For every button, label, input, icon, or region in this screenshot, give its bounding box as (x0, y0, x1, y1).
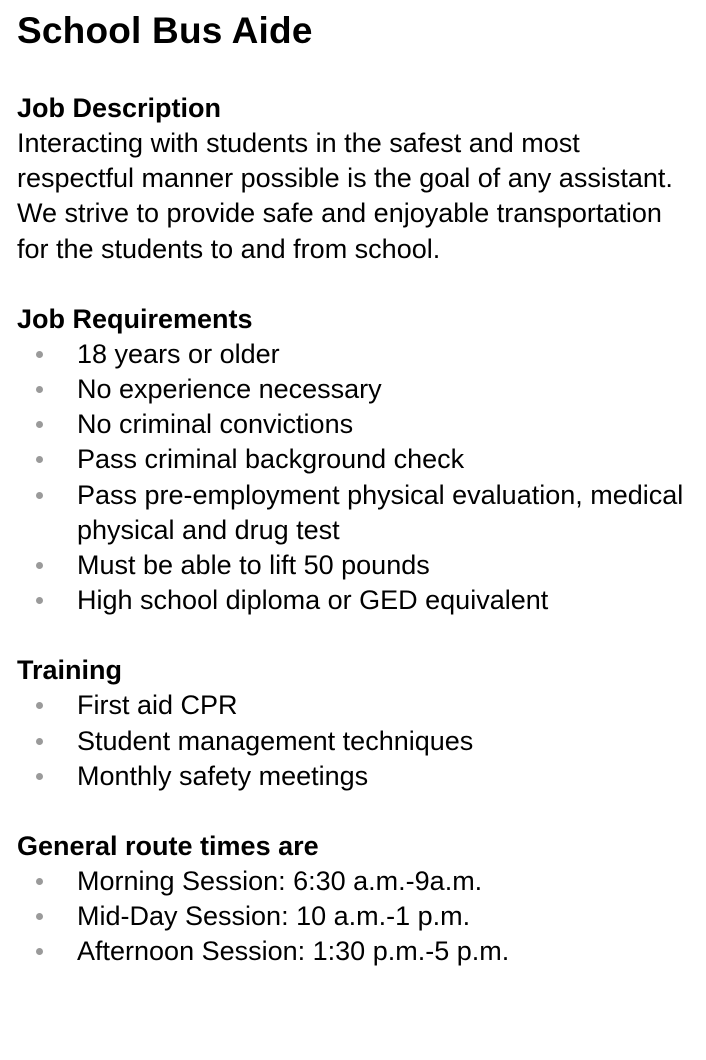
list-item (17, 478, 689, 548)
bullet-icon (36, 913, 43, 920)
list-item-text: Morning Session: 6:30 a.m.-9a.m. (77, 866, 483, 897)
list-item (17, 759, 689, 794)
list-item-text: Mid-Day Session: 10 a.m.-1 p.m. (77, 901, 471, 932)
list-item-text: Must be able to lift 50 pounds (77, 550, 430, 581)
job-description-text: Interacting with students in the safest and most respectful manner possible is the goal of any assistant. We strive to provide safe and enjoyable transportation for the students to and from school. (17, 128, 673, 264)
list-item (17, 934, 689, 969)
list-item (17, 372, 689, 407)
bullet-icon (36, 773, 43, 780)
training-heading: Training (17, 655, 123, 686)
bullet-icon (36, 351, 43, 358)
training-section (17, 653, 689, 794)
list-item (17, 688, 689, 723)
list-item-text: First aid CPR (77, 690, 238, 721)
list-item (17, 864, 689, 899)
list-item-text: No experience necessary (77, 374, 382, 405)
list-item-text: No criminal convictions (77, 409, 354, 440)
list-item-text: Student management techniques (77, 725, 474, 756)
bullet-icon (36, 421, 43, 428)
list-item-text: Afternoon Session: 1:30 p.m.-5 p.m. (77, 936, 510, 967)
list-item (17, 442, 689, 477)
bullet-icon (36, 878, 43, 885)
list-item-text: Pass criminal background check (77, 444, 465, 475)
list-item (17, 548, 689, 583)
list-item-text: Monthly safety meetings (77, 760, 369, 791)
list-item (17, 583, 689, 618)
job-requirements-heading: Job Requirements (17, 303, 253, 334)
bullet-icon (36, 948, 43, 955)
route-times-heading: General route times are (17, 831, 319, 862)
job-description-heading: Job Description (17, 93, 222, 123)
list-item (17, 407, 689, 442)
training-list (17, 688, 689, 794)
bullet-icon (36, 492, 43, 499)
list-item-text: 18 years or older (77, 338, 280, 369)
job-requirements-section (17, 302, 689, 619)
bullet-icon (36, 562, 43, 569)
page-title: School Bus Aide (17, 10, 313, 51)
job-requirements-list (17, 337, 689, 619)
list-item-text: Pass pre-employment physical evaluation, medical physical and drug test (77, 479, 684, 545)
bullet-icon (36, 386, 43, 393)
list-item (17, 899, 689, 934)
route-times-list (17, 864, 689, 970)
route-times-section (17, 829, 689, 970)
bullet-icon (36, 702, 43, 709)
bullet-icon (36, 597, 43, 604)
list-item-text: High school diploma or GED equivalent (77, 585, 549, 616)
list-item (17, 337, 689, 372)
list-item (17, 724, 689, 759)
bullet-icon (36, 456, 43, 463)
bullet-icon (36, 738, 43, 745)
job-description-section (17, 91, 689, 267)
